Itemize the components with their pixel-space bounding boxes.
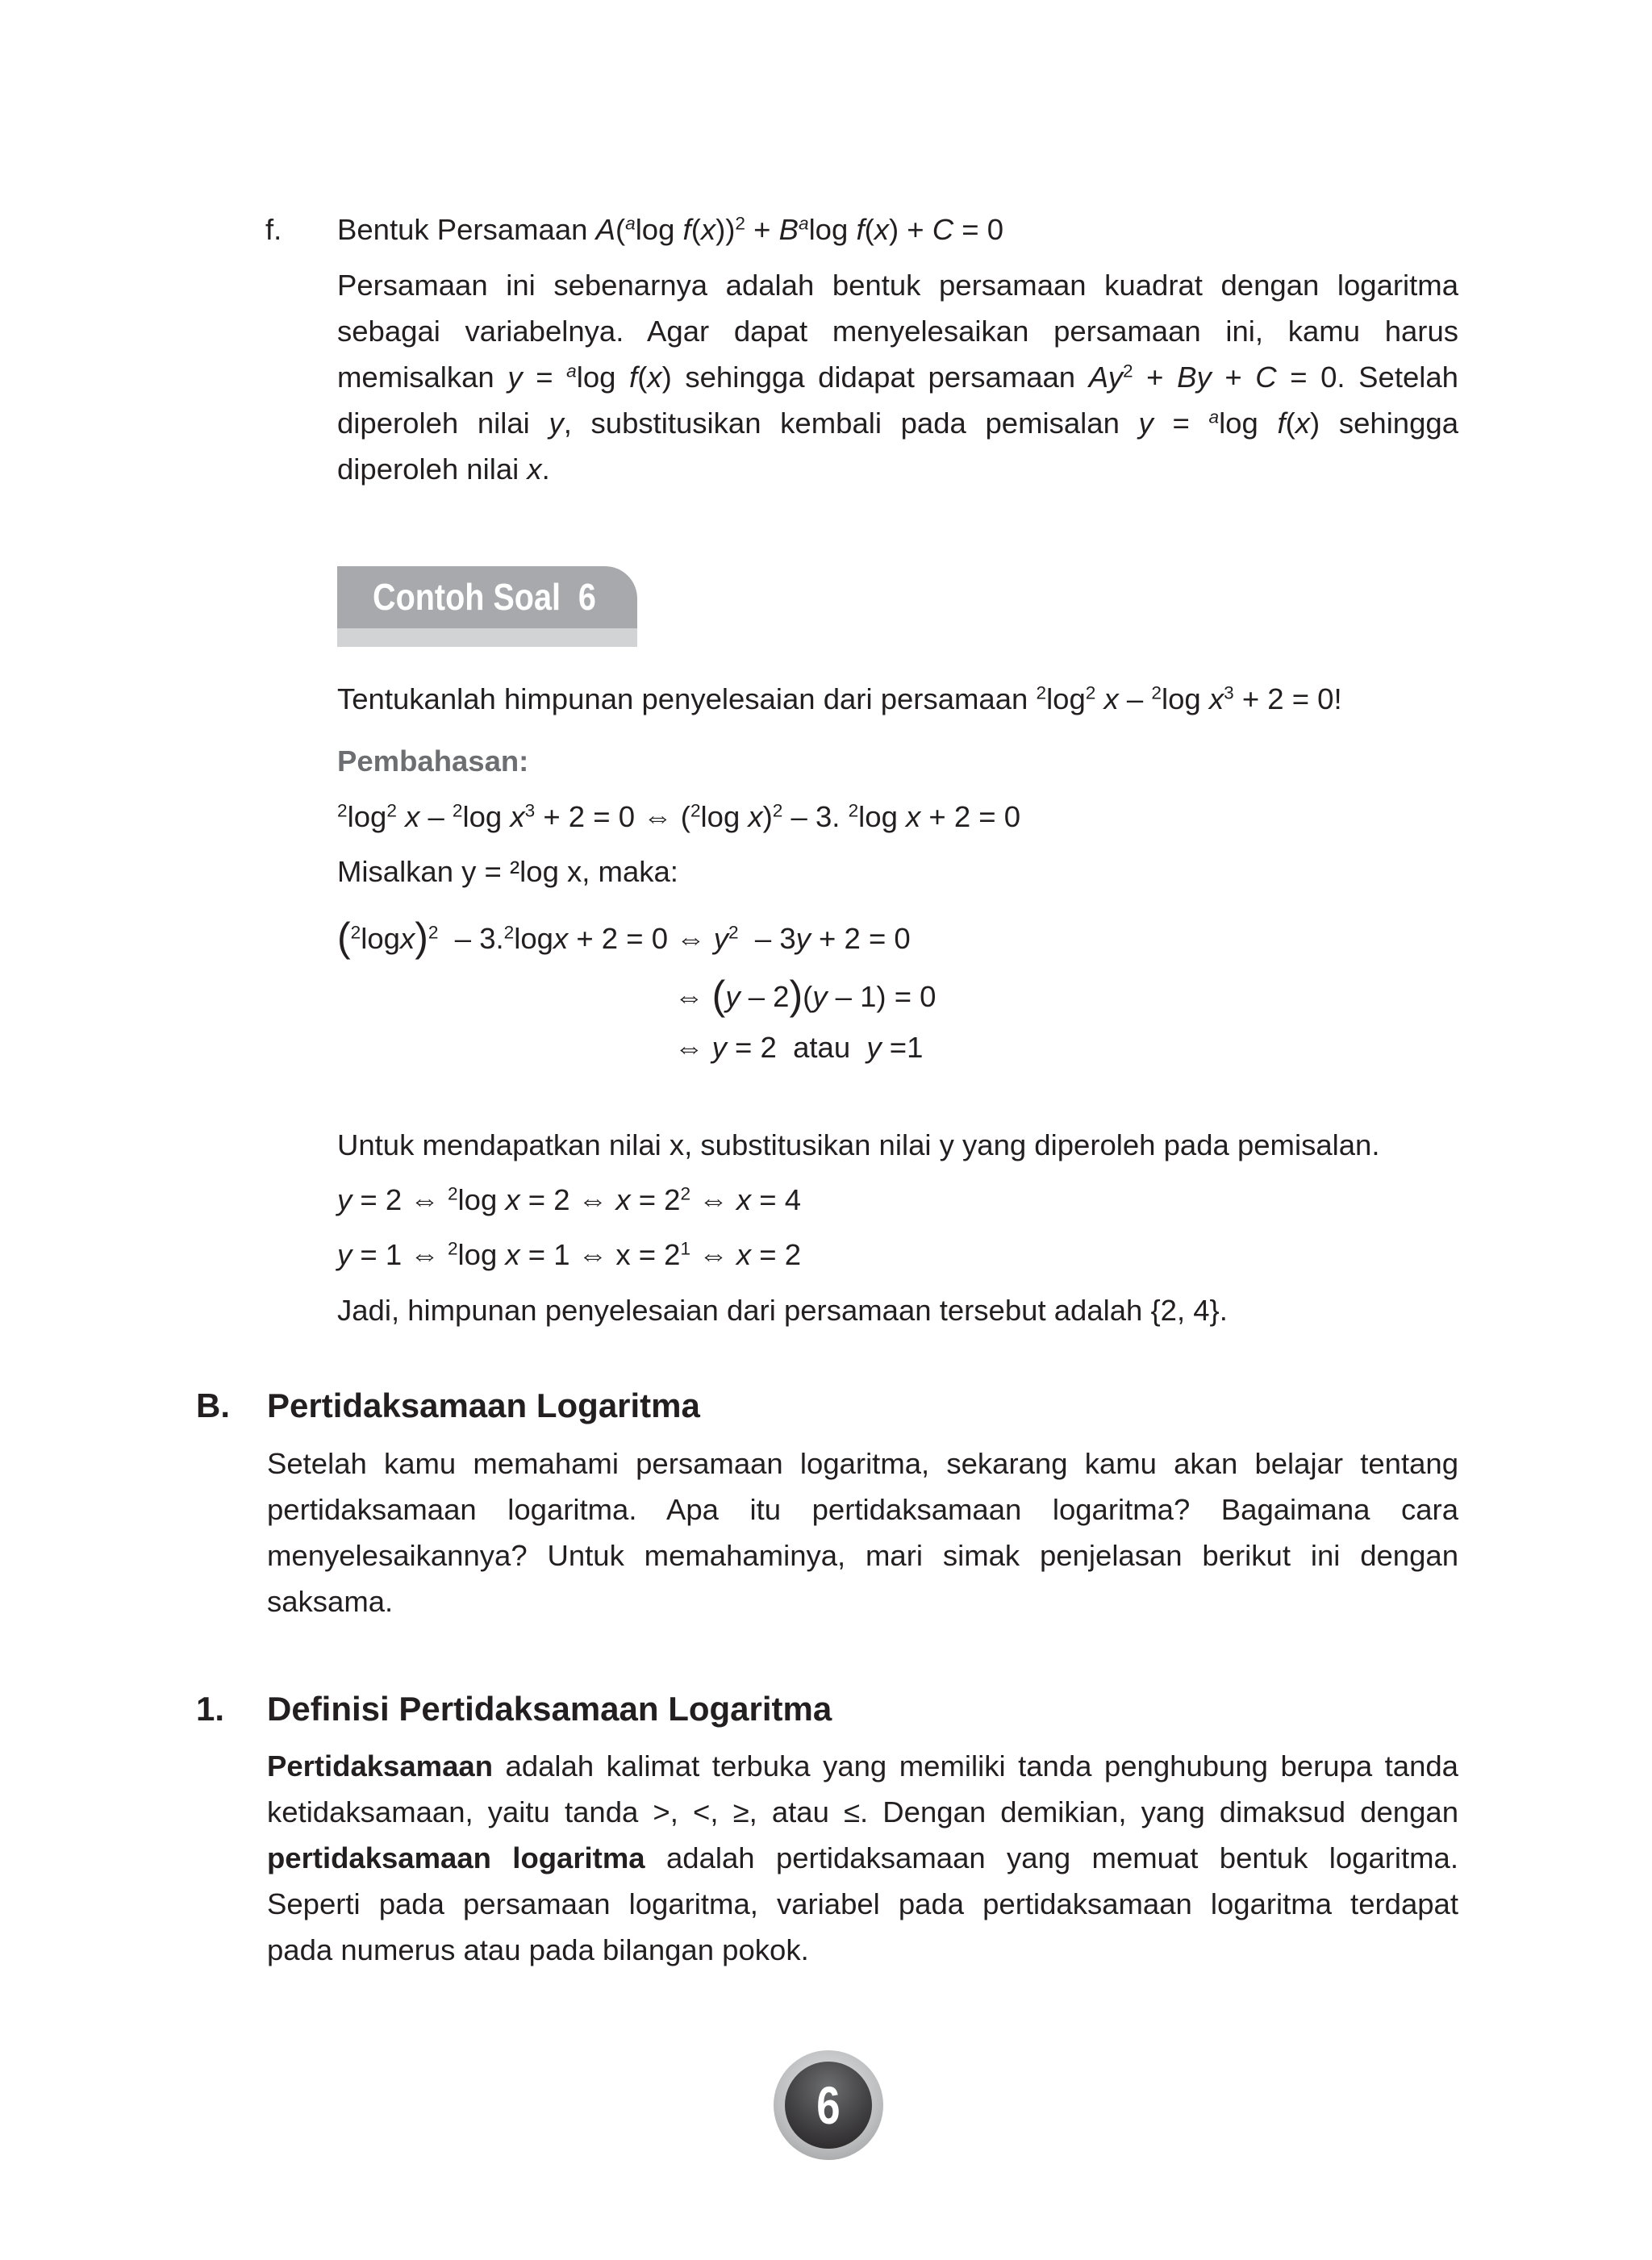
equation-line-3: ⇔ (y – 2)(y – 1) = 0 xyxy=(674,973,937,1018)
substitute-intro: Untuk mendapatkan nilai x, substitusikan nilai y yang diperoleh pada pemisalan. xyxy=(337,1128,1380,1161)
example-badge xyxy=(337,566,637,647)
badge-underline xyxy=(337,628,637,647)
paragraph-line: diperoleh nilai x. xyxy=(337,452,550,486)
paragraph-line: diperoleh nilai y, substitusikan kembali pada pemisalan y = $^a$log f(x) sehingga xyxy=(337,407,1458,440)
section-b-title: Pertidaksamaan Logaritma xyxy=(267,1386,700,1424)
page-number-badge xyxy=(774,2050,883,2160)
section-f-paragraph xyxy=(337,262,1458,492)
section-b-marker: B. xyxy=(196,1386,230,1424)
paragraph-line: sebagai variabelnya. Agar dapat menyelesaikan persamaan ini, kamu harus xyxy=(337,315,1458,348)
term-pertidaksamaan: Pertidaksamaan xyxy=(267,1749,493,1783)
paragraph-line: pertidaksamaan logaritma. Apa itu pertidaksamaan logaritma? Bagaimana cara xyxy=(267,1493,1458,1526)
paragraph-line: saksama. xyxy=(267,1585,394,1618)
paragraph-line: Pertidaksamaan adalah kalimat terbuka yang memiliki tanda penghubung berupa tanda xyxy=(267,1749,1458,1783)
equation-line-1: $^2\log^2$ x – $^2$log $x^3 + 2 = 0$ ⇔ ($^2$log x)$^2$ – 3. $^2$log x + 2 = 0 xyxy=(337,800,1021,833)
paragraph-line: Persamaan ini sebenarnya adalah bentuk persamaan kuadrat dengan logaritma xyxy=(337,269,1458,302)
equation-line-4: ⇔ y = 2 atau y =1 xyxy=(674,1031,924,1064)
equation-line-6: y = 1 ⇔ $^2$log x = 1 ⇔ $x = 2^1$ ⇔ x = 2 xyxy=(337,1238,802,1271)
section-1-paragraph xyxy=(267,1743,1458,1973)
paragraph-line: Setelah kamu memahami persamaan logaritma, sekarang kamu akan belajar tentang xyxy=(267,1447,1458,1480)
paragraph-line: Seperti pada persamaan logaritma, variabel pada pertidaksamaan logaritma terdapat xyxy=(267,1887,1458,1920)
section-1-title: Definisi Pertidaksamaan Logaritma xyxy=(267,1690,832,1728)
section-b-paragraph xyxy=(267,1441,1458,1624)
misalkan-line: Misalkan y = ²log x, maka: xyxy=(337,855,678,888)
pembahasan-label: Pembahasan: xyxy=(337,744,529,778)
page-number: 6 xyxy=(816,2075,841,2135)
section-1-marker: 1. xyxy=(196,1690,225,1728)
equation-line-5: y = 2 ⇔ $^2$log x = 2 ⇔ $x = 2^2$ ⇔ x = 4 xyxy=(337,1183,802,1216)
paragraph-line: pada numerus atau pada bilangan pokok. xyxy=(267,1933,809,1966)
paragraph-line: ketidaksamaan, yaitu tanda >, <, ≥, atau ≤. Dengan demikian, yang dimaksud dengan xyxy=(267,1795,1458,1828)
paragraph-line: menyelesaikannya? Untuk memahaminya, mari simak penjelasan berikut ini dengan xyxy=(267,1539,1458,1572)
conclusion-line: Jadi, himpunan penyelesaian dari persamaan tersebut adalah {2, 4}. xyxy=(337,1294,1228,1327)
example-question: Tentukanlah himpunan penyelesaian dari persamaan $^2\log^2$ x – $^2$log $x^3 + 2 = 0$! xyxy=(337,682,1342,715)
section-f-heading: Bentuk Persamaan A($^a$log $f(x))^2 + B^a\log$ f(x) + C = 0 xyxy=(337,213,1004,246)
list-marker-f: f. xyxy=(265,213,282,246)
paragraph-line: memisalkan y = $^a$log f(x) sehingga didapat persamaan $Ay^2 + By + C = 0$. Setelah xyxy=(337,361,1458,394)
term-pertidaksamaan-logaritma: pertidaksamaan logaritma xyxy=(267,1841,645,1874)
badge-label: Contoh Soal 6 xyxy=(373,576,596,618)
equation-line-2: $(^2\log x)^2 - 3.^2\log x + 2 = 0$ ⇔ $y^2 - 3y + 2 = 0$ xyxy=(337,915,911,960)
paragraph-line: pertidaksamaan logaritma adalah pertidaksamaan yang memuat bentuk logaritma. xyxy=(267,1841,1458,1874)
page-number-disc xyxy=(785,2062,872,2149)
